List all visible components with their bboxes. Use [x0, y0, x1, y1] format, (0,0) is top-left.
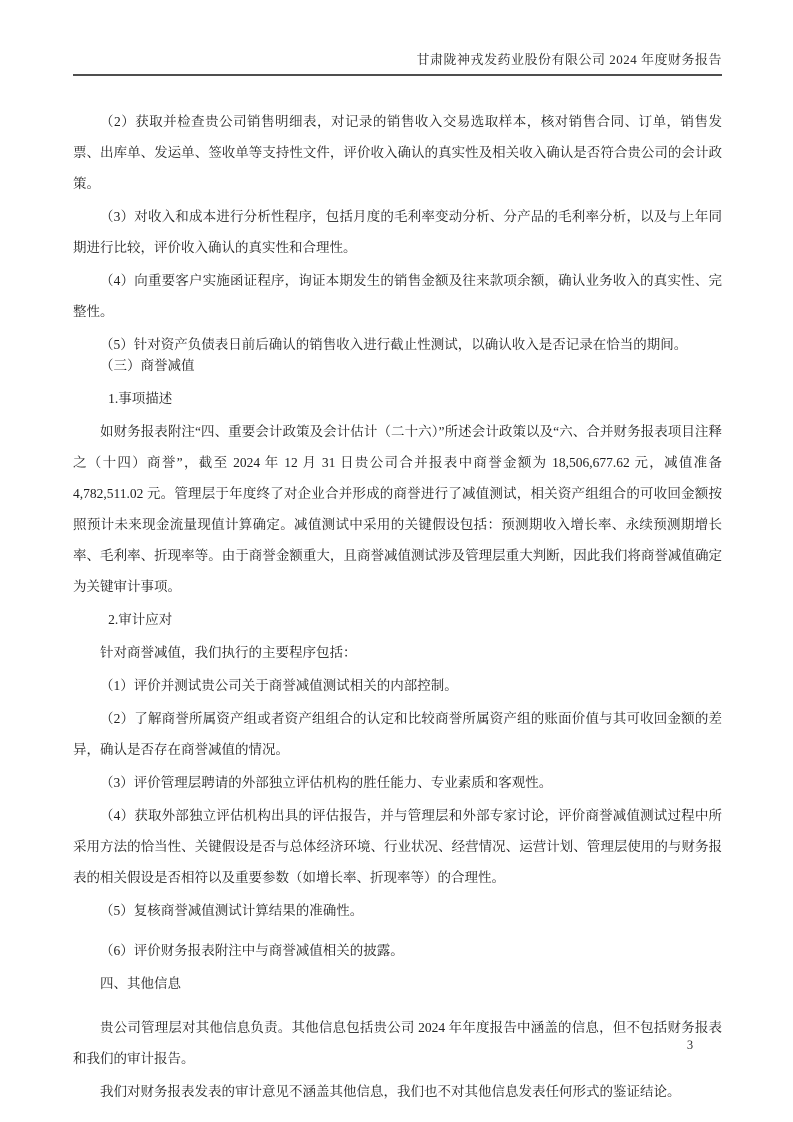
para-procedures-intro: 针对商誉减值，我们执行的主要程序包括：	[100, 645, 357, 660]
para-response-3: （3）评价管理层聘请的外部独立评估机构的胜任能力、专业素质和客观性。	[100, 775, 553, 790]
para-response-1: （1）评价并测试贵公司关于商誉减值测试相关的内部控制。	[100, 678, 458, 693]
heading-item-description: 1.事项描述	[108, 391, 173, 406]
page-number: 3	[686, 1038, 694, 1052]
para-goodwill-description: 如财务报表附注“四、重要会计政策及会计估计（二十六）”所述会计政策以及“六、合并财务报表项目注释之（十四）商誉”，截至 2024 年 12 月 31 日贵公司合并报表中商誉金额为 18,506,677.62 元，减值准备 4,782,511.02 元。管理层于年度终了对企业合并形成的商誉进行了减值测试，相关资产组组合的可收回金额按照预计未来现金流量现值计算确定。减值测试中采用的关键假设包括：预测期收入增长率、永续预测期增长率、毛利率、折现率等。由于商誉金额重大，且商誉减值测试涉及管理层重大判断，因此我们将商誉减值确定为关键审计事项。	[73, 424, 722, 594]
para-audit-opinion-scope: 我们对财务报表发表的审计意见不涵盖其他信息，我们也不对其他信息发表任何形式的鉴证结论。	[100, 1084, 681, 1099]
heading-goodwill-impairment: （三）商誉减值	[100, 358, 195, 373]
para-confirmation-procedures: （4）向重要客户实施函证程序，询证本期发生的销售金额及往来款项余额，确认业务收入的真实性、完整性。	[73, 273, 722, 319]
page-header	[73, 50, 722, 76]
para-response-2: （2）了解商誉所属资产组或者资产组组合的认定和比较商誉所属资产组的账面价值与其可收回金额的差异，确认是否存在商誉减值的情况。	[73, 711, 722, 757]
para-response-6: （6）评价财务报表附注中与商誉减值相关的披露。	[100, 943, 404, 958]
heading-audit-response: 2.审计应对	[108, 612, 173, 627]
para-sales-detail-check: （2）获取并检查贵公司销售明细表，对记录的销售收入交易选取样本，核对销售合同、订单，销售发票、出库单、发运单、签收单等支持性文件，评价收入确认的真实性及相关收入确认是否符合贵公司的会计政策。	[73, 114, 722, 191]
para-other-info-responsibility: 贵公司管理层对其他信息负责。其他信息包括贵公司 2024 年年度报告中涵盖的信息，但不包括财务报表和我们的审计报告。	[73, 1020, 722, 1066]
heading-other-information: 四、其他信息	[100, 976, 181, 991]
para-response-4: （4）获取外部独立评估机构出具的评估报告，并与管理层和外部专家讨论，评价商誉减值测试过程中所采用方法的恰当性、关键假设是否与总体经济环境、行业状况、经营情况、运营计划、管理层使用的与财务报表的相关假设是否相符以及重要参数（如增长率、折现率等）的合理性。	[73, 808, 722, 885]
para-cutoff-test: （5）针对资产负债表日前后确认的销售收入进行截止性测试，以确认收入是否记录在恰当的期间。	[100, 337, 688, 352]
para-response-5: （5）复核商誉减值测试计算结果的准确性。	[100, 903, 364, 918]
para-analytical-procedures: （3）对收入和成本进行分析性程序，包括月度的毛利率变动分析、分产品的毛利率分析，以及与上年同期进行比较，评价收入确认的真实性和合理性。	[73, 209, 722, 255]
page-body	[73, 106, 722, 1109]
header-title: 甘肃陇神戎发药业股份有限公司 2024 年度财务报告	[416, 52, 722, 67]
